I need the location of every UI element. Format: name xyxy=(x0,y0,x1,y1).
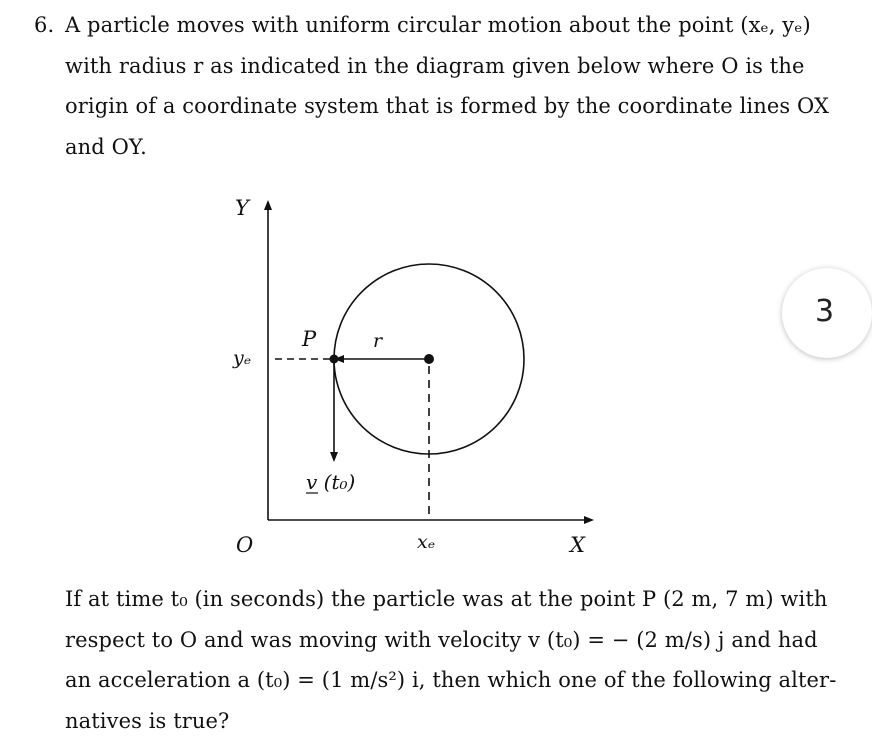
xc-label: xₑ xyxy=(417,531,436,553)
question-number: 6. xyxy=(34,13,55,37)
follow-line-1: If at time t₀ (in seconds) the particle was at the point P (2 m, 7 m) with xyxy=(65,587,828,611)
floating-page-widget[interactable] xyxy=(782,268,872,358)
y-axis-label: Y xyxy=(235,196,249,220)
center-point xyxy=(424,354,434,364)
intro-line-2: with radius r as indicated in the diagram given below where O is the xyxy=(65,53,805,78)
widget-glyph: 3 xyxy=(815,294,835,329)
radius-label: r xyxy=(373,330,383,352)
follow-line-2: respect to O and was moving with velocity v (t₀) = − (2 m/s) j and had xyxy=(65,627,818,652)
intro-line-4: and OY. xyxy=(65,134,147,159)
intro-line-3: origin of a coordinate system that is formed by the coordinate lines OX xyxy=(65,94,830,118)
x-axis-label: X xyxy=(570,533,585,557)
yc-label: yₑ xyxy=(233,347,252,369)
particle-point xyxy=(330,355,339,364)
origin-label: O xyxy=(236,533,254,557)
follow-line-3: an acceleration a (t₀) = (1 m/s²) i, then which one of the following alter- xyxy=(65,668,837,692)
point-label: P xyxy=(302,327,317,351)
velocity-label: v (t₀) xyxy=(306,470,356,494)
intro-line-1: 6. A particle moves with uniform circular motion about the point (xₑ, yₑ) xyxy=(34,5,794,46)
question-follow xyxy=(34,579,837,741)
follow-line-4: natives is true? xyxy=(65,708,230,733)
